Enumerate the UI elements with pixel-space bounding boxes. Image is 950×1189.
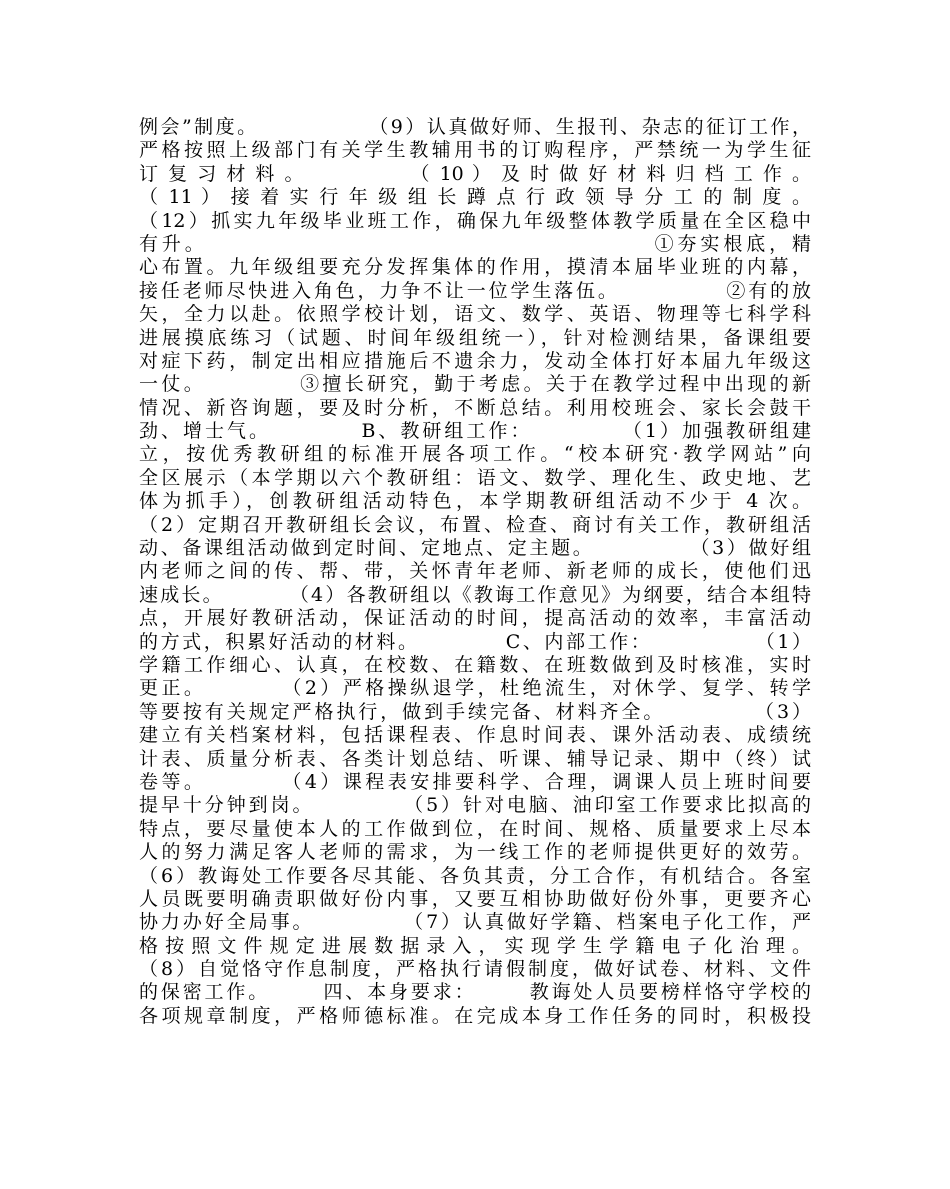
- text-line: 各项规章制度，严格师德标准。在完成本身工作任务的同时，积极投: [139, 1004, 811, 1027]
- text-line: 的方式，积累好活动的材料。 C、内部工作： （1）: [139, 630, 811, 653]
- text-line: 例会”制度。 （9）认真做好师、生报刊、杂志的征订工作，: [139, 116, 811, 138]
- text-line: 协力办好全局事。 （7）认真做好学籍、档案电子化工作，严: [139, 911, 811, 934]
- text-line: 计表、质量分析表、各类计划总结、听课、辅导记录、期中（终）试: [139, 747, 811, 770]
- text-line: 内老师之间的传、帮、带，关怀青年老师、新老师的成长，使他们迅: [139, 560, 811, 583]
- text-line: 的保密工作。 四、本身要求： 教诲处人员要榜样恪守学校的: [139, 981, 811, 1004]
- text-line: 全区展示（本学期以六个教研组：语文、数学、理化生、政史地、艺: [139, 466, 811, 489]
- text-line: （8）自觉恪守作息制度，严格执行请假制度，做好试卷、材料、文件: [139, 958, 811, 981]
- text-line: 建立有关档案材料，包括课程表、作息时间表、课外活动表、成绩统: [139, 724, 811, 747]
- text-line: 情况、新咨询题，要及时分析，不断总结。利用校班会、家长会鼓干: [139, 396, 811, 419]
- text-line: 矢，全力以赴。依照学校计划，语文、数学、英语、物理等七科学科: [139, 303, 811, 326]
- text-line: 特点，要尽量使本人的工作做到位，在时间、规格、质量要求上尽本: [139, 817, 811, 840]
- text-line: 劲、增士气。 B、教研组工作： （1）加强教研组建: [139, 420, 811, 443]
- text-line: 一仗。 ③擅长研究，勤于考虑。关于在教学过程中出现的新: [139, 373, 811, 396]
- text-line: （2）定期召开教研组长会议，布置、检查、商讨有关工作，教研组活: [139, 513, 811, 536]
- text-line: 卷等。 （4）课程表安排要科学、合理，调课人员上班时间要: [139, 770, 811, 793]
- text-line: 严格按照上级部门有关学生教辅用书的订购程序，严禁统一为学生征: [139, 139, 811, 162]
- text-line: 体为抓手），创教研组活动特色，本学期教研组活动不少于 4 次。: [139, 490, 811, 513]
- text-line: 等要按有关规定严格执行，做到手续完备、材料齐全。 （3）: [139, 700, 811, 723]
- text-line: 立，按优秀教研组的标准开展各项工作。“校本研究·教学网站”向: [139, 443, 811, 466]
- text-line: （6）教诲处工作要各尽其能、各负其责，分工合作，有机结合。各室: [139, 864, 811, 887]
- text-line: 格 按 照 文 件 规 定 进 展 数 据 录 入 ， 实 现 学 生 学 籍 电 子 化 治 理 。: [139, 934, 811, 957]
- text-line: 点，开展好教研活动，保证活动的时间，提高活动的效率，丰富活动: [139, 607, 811, 630]
- text-line: 人的努力满足客人老师的需求，为一线工作的老师提供更好的效劳。: [139, 841, 811, 864]
- text-line: 学籍工作细心、认真，在校数、在籍数、在班数做到及时核准，实时: [139, 653, 811, 676]
- text-line: 提早十分钟到岗。 （5）针对电脑、油印室工作要求比拟高的: [139, 794, 811, 817]
- text-line: 速成长。 （4）各教研组以《教诲工作意见》为纲要，结合本组特: [139, 583, 811, 606]
- text-line: 动、备课组活动做到定时间、定地点、定主题。 （3）做好组: [139, 537, 811, 560]
- text-line: 进展摸底练习（试题、时间年级组统一），针对检测结果，备课组要: [139, 326, 811, 349]
- text-line: （12）抓实九年级毕业班工作，确保九年级整体教学质量在全区稳中: [139, 209, 811, 232]
- text-line: 更正。 （2）严格操纵退学，杜绝流生，对休学、复学、转学: [139, 677, 811, 700]
- text-line: （ 11 ） 接 着 实 行 年 级 组 长 蹲 点 行 政 领 导 分 工 的 制 度 。: [139, 186, 811, 209]
- text-line: 接任老师尽快进入角色，力争不让一位学生落伍。 ②有的放: [139, 279, 811, 302]
- text-line: 订 复 习 材 料 。 （ 10 ） 及 时 做 好 材 料 归 档 工 作 。: [139, 162, 811, 185]
- text-line: 人员既要明确责职做好份内事，又要互相协助做好份外事，更要齐心: [139, 887, 811, 910]
- body-text: [139, 116, 811, 1028]
- text-line: 有升。 ①夯实根底，精: [139, 232, 811, 255]
- text-line: 心布置。九年级组要充分发挥集体的作用，摸清本届毕业班的内幕，: [139, 256, 811, 279]
- text-line: 对症下药，制定出相应措施后不遗余力，发动全体打好本届九年级这: [139, 349, 811, 372]
